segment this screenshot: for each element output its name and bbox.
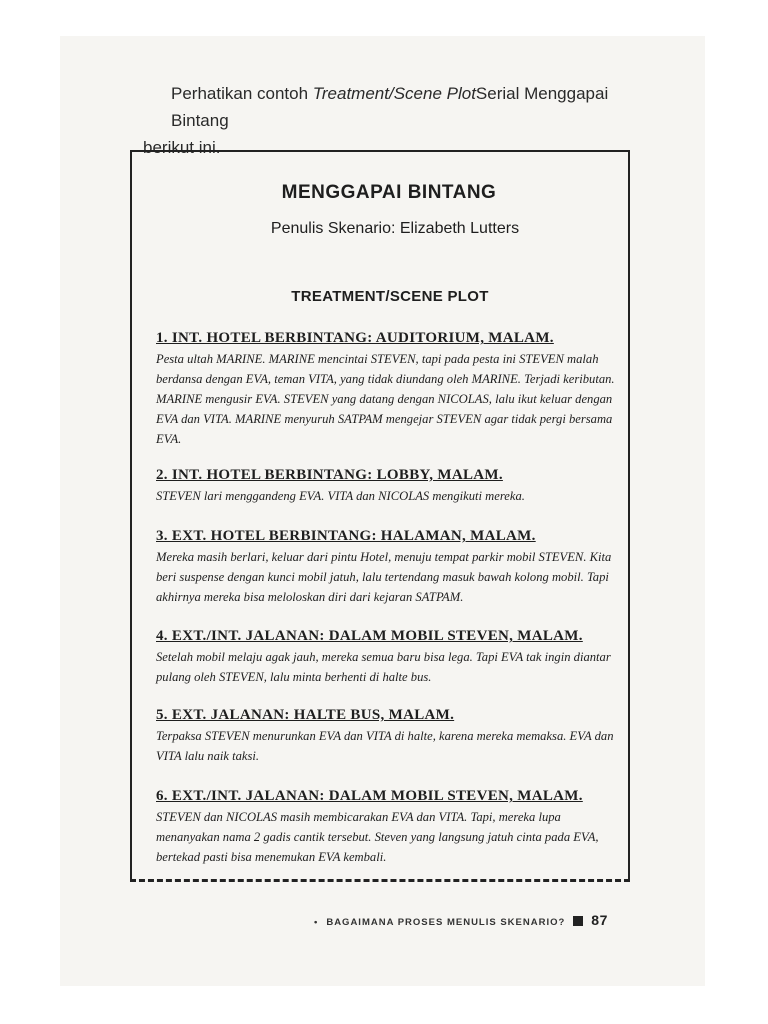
scene-body: Mereka masih berlari, keluar dari pintu Hotel, menuju tempat parkir mobil STEVEN. Kita beri suspense dengan kunci mobil jatuh, lalu tertendang masuk bawah kolong mobil. Tapi akhirnya mereka bisa meloloskan diri dari kejaran SATPAM.: [156, 550, 612, 604]
scene-body: Setelah mobil melaju agak jauh, mereka semua baru bisa lega. Tapi EVA tak ingin diantar pulang oleh STEVEN, lalu minta berhenti di halte bus.: [156, 650, 611, 684]
box-dashed-border: [130, 879, 630, 882]
scene-body: STEVEN lari menggandeng EVA. VITA dan NICOLAS mengikuti mereka.: [156, 489, 525, 503]
scene-heading: 2. INT. HOTEL BERBINTANG: LOBBY, MALAM.: [156, 467, 503, 483]
scene-body: Pesta ultah MARINE. MARINE mencintai STEVEN, tapi pada pesta ini STEVEN malah berdansa dengan EVA, teman VITA, yang tidak diundang oleh MARINE. Terjadi keributan. MARINE mengusir EVA. STEVEN yang datang dengan NICOLAS, lalu ikut keluar dengan EVA dan VITA. MARINE menyuruh SATPAM mengejar STEVEN agar tidak pergi bersama EVA.: [156, 352, 615, 446]
scene-heading: 1. INT. HOTEL BERBINTANG: AUDITORIUM, MALAM.: [156, 330, 554, 346]
box-subtitle: TREATMENT/SCENE PLOT: [291, 288, 489, 305]
scene-4: [156, 628, 626, 687]
intro-text-after: Serial Menggapai Bintang: [171, 84, 609, 130]
scene-2: [156, 467, 626, 506]
scene-1: [156, 330, 626, 449]
intro-paragraph: [143, 80, 663, 161]
box-author: Penulis Skenario: Elizabeth Lutters: [270, 220, 520, 237]
scene-body: STEVEN dan NICOLAS masih membicarakan EVA dan VITA. Tapi, mereka lupa menanyakan nama 2 gadis cantik tersebut. Steven yang langsung jatuh cinta pada EVA, bertekad pasti bisa menemukan EVA kembali.: [156, 810, 599, 864]
intro-line-2: berikut ini.: [143, 138, 221, 157]
intro-line-1: [143, 80, 663, 134]
scene-3: [156, 528, 626, 607]
scene-heading: 5. EXT. JALANAN: HALTE BUS, MALAM.: [156, 707, 455, 723]
page-number: 87: [591, 912, 608, 928]
intro-text-before: Perhatikan contoh: [171, 84, 313, 103]
scene-heading: 3. EXT. HOTEL BERBINTANG: HALAMAN, MALAM.: [156, 528, 536, 544]
intro-italic-term: Treatment/Scene Plot: [312, 84, 476, 103]
running-title: BAGAIMANA PROSES MENULIS SKENARIO?: [326, 917, 566, 928]
box-title: MENGGAPAI BINTANG: [281, 182, 497, 203]
square-bullet-icon: [573, 916, 583, 926]
treatment-box: [130, 150, 630, 880]
page-footer: [314, 912, 634, 928]
scene-5: [156, 707, 626, 766]
scene-heading: 6. EXT./INT. JALANAN: DALAM MOBIL STEVEN, MALAM.: [156, 788, 583, 804]
scene-6: [156, 788, 626, 867]
footer-bullet: •: [314, 917, 319, 928]
scene-heading: 4. EXT./INT. JALANAN: DALAM MOBIL STEVEN, MALAM.: [156, 628, 583, 644]
scene-body: Terpaksa STEVEN menurunkan EVA dan VITA di halte, karena mereka memaksa. EVA dan VITA lalu naik taksi.: [156, 729, 614, 763]
